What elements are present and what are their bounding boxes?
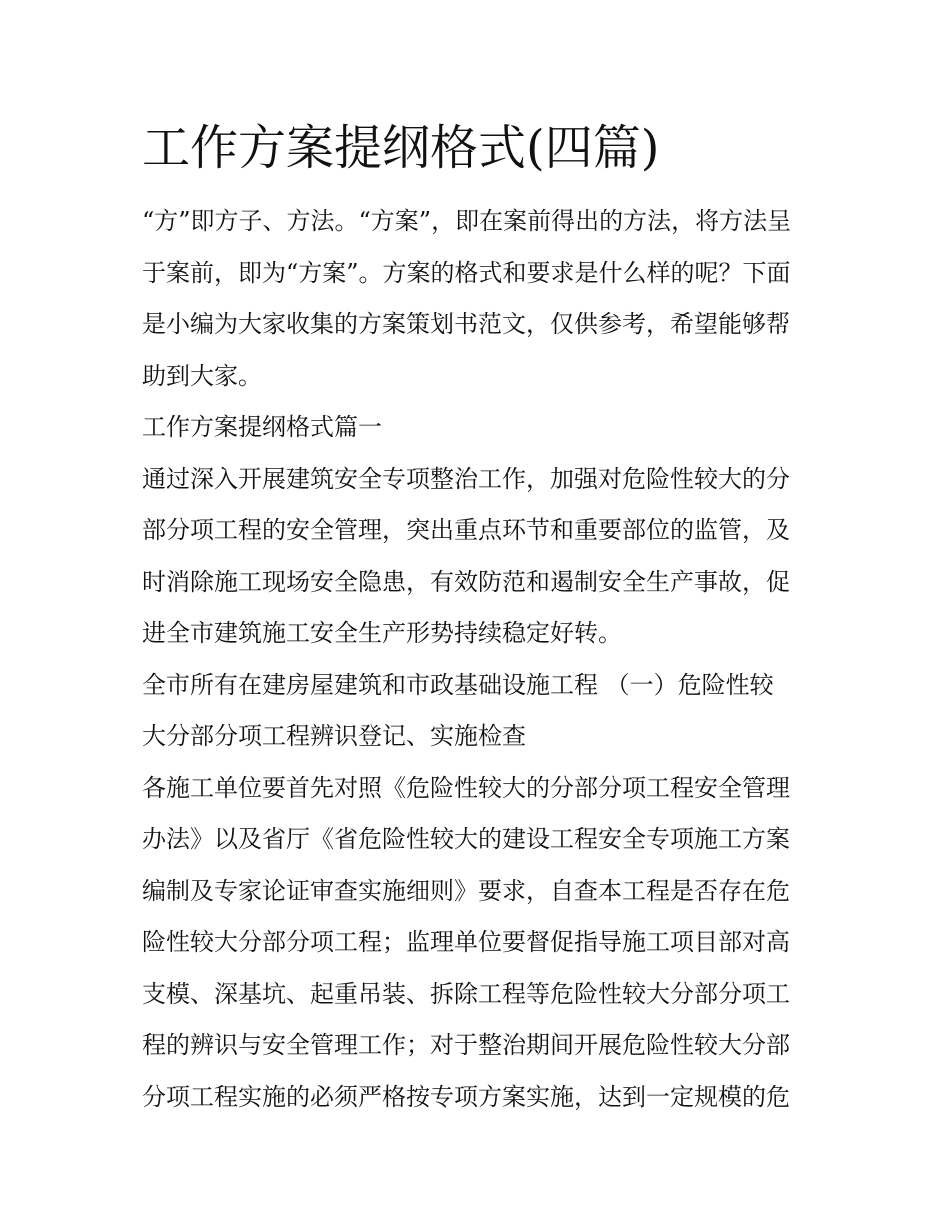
text-line: 是小编为大家收集的方案策划书范文，仅供参考，希望能够帮 <box>142 310 790 338</box>
document-body <box>142 196 820 1123</box>
section-heading: 工作方案提纲格式篇一 <box>142 413 382 441</box>
text-line: 时消除施工现场安全隐患，有效防范和遏制安全生产事故，促 <box>142 567 790 596</box>
text-line: 于案前，即为“方案”。方案的格式和要求是什么样的呢？下面 <box>142 258 791 287</box>
text-line: 各施工单位要首先对照《危险性较大的分部分项工程安全管理 <box>142 773 790 802</box>
text-line: 助到大家。 <box>142 361 262 390</box>
document-title: 工作方案提纲格式(四篇) <box>142 120 660 176</box>
text-line: 全市所有在建房屋建筑和市政基础设施工程 （一）危险性较 <box>142 670 774 699</box>
text-line: 编制及专家论证审查实施细则》要求，自查本工程是否存在危 <box>142 876 790 905</box>
text-line: 大分部分项工程辨识登记、实施检查 <box>142 722 526 750</box>
text-line: 办法》以及省厅《省危险性较大的建设工程安全专项施工方案 <box>142 825 790 853</box>
text-line: 程的辨识与安全管理工作；对于整治期间开展危险性较大分部 <box>142 1031 790 1059</box>
text-line: “方”即方子、方法。“方案”，即在案前得出的方法，将方法呈 <box>142 207 792 235</box>
text-line: 通过深入开展建筑安全专项整治工作，加强对危险性较大的分 <box>142 464 790 493</box>
text-line: 部分项工程的安全管理，突出重点环节和重要部位的监管，及 <box>142 516 790 544</box>
text-line: 分项工程实施的必须严格按专项方案实施，达到一定规模的危 <box>142 1082 790 1111</box>
text-line: 险性较大分部分项工程；监理单位要督促指导施工项目部对高 <box>142 928 790 956</box>
text-line: 支模、深基坑、起重吊装、拆除工程等危险性较大分部分项工 <box>142 979 790 1008</box>
text-line: 进全市建筑施工安全生产形势持续稳定好转。 <box>142 619 622 647</box>
